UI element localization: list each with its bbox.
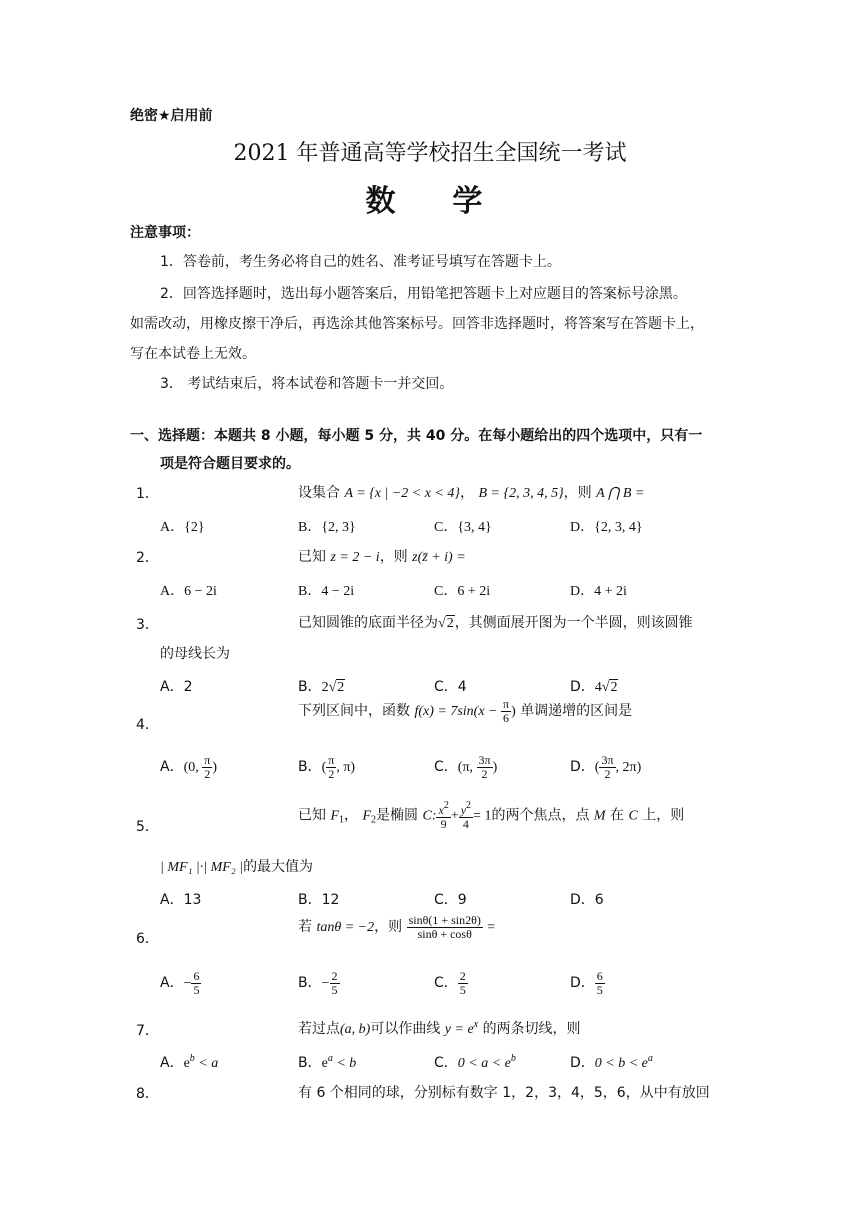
q7-option-d-expr: 0 < b < e: [594, 1056, 648, 1071]
q3-option-c: C．4: [434, 679, 467, 695]
q3-radical: 2: [446, 616, 454, 631]
q3-option-a: A．2: [160, 679, 193, 695]
q7-option-b-rest: < b: [332, 1056, 357, 1071]
q5-option-a: A．13: [160, 892, 202, 908]
q7-option-a-e: e: [183, 1056, 190, 1071]
q5-text-e: 上，则: [642, 807, 685, 824]
q1-stem: [298, 482, 644, 502]
q5-four: 4: [462, 816, 469, 831]
note-item-2-cont: 如需改动，用橡皮擦干净后，再选涂其他答案标号。回答非选择题时，将答案写在答题卡上，: [130, 316, 704, 332]
q5-m: M: [593, 808, 606, 824]
q7-option-a-exp: b: [189, 1053, 195, 1064]
q5-text-b: 是椭圆: [376, 807, 419, 824]
q4-option-d-post: , 2π): [615, 760, 642, 776]
q5-c: C:: [422, 808, 437, 824]
notes-heading: 注意事项：: [130, 225, 200, 241]
q2-option-d: D．4 + 2i: [570, 584, 627, 599]
q7-option-d-exp: a: [647, 1053, 653, 1064]
q6-option-b-neg: −: [321, 976, 330, 992]
q5-c2: C: [628, 808, 638, 824]
section-heading: 一、选择题：本题共 8 小题，每小题 5 分，共 40 分。在每小题给出的四个选项中，只有一: [130, 428, 703, 444]
q6-denominator: sinθ + cosθ: [417, 926, 472, 941]
q5-f2: F: [362, 808, 372, 824]
q6-cond: tanθ = −2: [316, 920, 375, 936]
q6-option-b-label: B．: [298, 975, 322, 992]
q4-option-c-pre: (π,: [457, 760, 477, 776]
q7-option-c-expr: 0 < a < e: [457, 1056, 511, 1071]
q4-option-a-post: ): [212, 760, 217, 776]
q5-x-sq: 2: [443, 800, 449, 811]
q5-f1: F: [330, 808, 340, 824]
q2-option-b: B．4 − 2i: [298, 584, 355, 599]
q3-text-b: ，其侧面展开图为一个半圆，则该圆锥: [454, 615, 693, 631]
note-item-1: 1．答卷前，考生务必将自己的姓名、准考证号填写在答题卡上。: [160, 254, 561, 270]
q7-option-d: [570, 1052, 653, 1072]
q6-option-d-den: 5: [596, 982, 603, 997]
q3-option-d: D．4√2: [570, 679, 618, 695]
exam-title: 2021 年普通高等学校招生全国统一考试: [233, 141, 627, 166]
q6-option-a: [160, 970, 201, 996]
q4-func-close: ): [511, 704, 516, 720]
q4-number: 4．: [136, 717, 159, 733]
q7-option-c: [434, 1052, 516, 1072]
q2-cond: z = 2 − i: [330, 550, 380, 565]
q4-text: 下列区间中，函数: [298, 703, 410, 720]
q5-text: 已知: [298, 807, 326, 824]
q4-option-b-num: π: [328, 753, 335, 767]
q7-text: 若过点: [298, 1021, 340, 1037]
q4-option-b-label: B．: [298, 759, 322, 776]
q3-stem: 已知圆锥的底面半径为√2，其侧面展开图为一个半圆，则该圆锥: [298, 615, 693, 631]
q4-option-c-den: 2: [481, 766, 488, 781]
q6-stem: [298, 914, 495, 940]
q2-option-a: A．6 − 2i: [160, 584, 217, 599]
q1-text: 设集合: [298, 485, 340, 501]
q2-stem: [298, 546, 466, 566]
q1-option-c: C．{3, 4}: [434, 520, 492, 535]
q5-plus: +: [450, 808, 459, 824]
q2-option-c: C．6 + 2i: [434, 584, 491, 599]
q4-option-d: [570, 754, 641, 780]
q1-set-a: A = {x | −2 < x < 4}: [344, 486, 461, 501]
q6-option-d: [570, 970, 605, 996]
q5-y-sq: 2: [466, 800, 472, 811]
q3-text: 已知圆锥的底面半径为: [298, 615, 438, 631]
q7-curve: y = e: [444, 1022, 474, 1037]
q5-eq: = 1: [473, 808, 492, 824]
q4-six: 6: [503, 710, 510, 725]
secret-label: 绝密★启用前: [130, 108, 213, 124]
q1-option-d: D．{2, 3, 4}: [570, 520, 643, 535]
q4-option-a-num: π: [204, 753, 211, 767]
q5-comma: ，: [344, 807, 359, 824]
q7-number: 7．: [136, 1023, 159, 1039]
q2-text: 已知: [298, 549, 326, 565]
q4-option-b-den: 2: [328, 766, 335, 781]
q5-product: | MF₁ |·| MF₂ |: [160, 860, 244, 875]
q4-option-c-num: 3π: [478, 753, 491, 767]
q6-option-a-den: 5: [193, 982, 200, 997]
q4-pi: π: [503, 697, 510, 711]
q7-option-c-label: C．: [434, 1055, 458, 1071]
q4-option-d-den: 2: [604, 766, 611, 781]
section-heading-cont: 项是符合题目要求的。: [160, 456, 300, 472]
q6-numerator: sinθ(1 + sin2θ): [408, 913, 481, 927]
q5-nine: 9: [440, 816, 447, 831]
q2-expr: z(z̄ + i) =: [412, 550, 466, 565]
q7-option-a-label: A．: [160, 1055, 184, 1071]
q6-option-c-num: 2: [459, 969, 466, 983]
q5-stem-cont: [160, 856, 313, 876]
q5-number: 5．: [136, 819, 159, 835]
q4-text-b: 单调递增的区间是: [520, 703, 633, 720]
q6-option-c: [434, 970, 468, 996]
q5-tail: 的最大值为: [243, 859, 314, 875]
q6-option-c-label: C．: [434, 975, 458, 992]
q6-option-d-label: D．: [570, 975, 595, 992]
q5-y: y: [460, 803, 467, 817]
q3-number: 3．: [136, 617, 159, 633]
q7-option-a: [160, 1052, 218, 1072]
q4-option-b-pre: (: [321, 760, 327, 776]
q4-stem: [298, 698, 632, 724]
q7-option-b-e: e: [321, 1056, 328, 1071]
q7-text-c: 的两条切线，则: [482, 1021, 581, 1037]
q5-text-d: 在: [610, 807, 625, 824]
q6-option-c-den: 5: [459, 982, 466, 997]
q6-option-b-num: 2: [331, 969, 338, 983]
q5-f1-sub: 1: [339, 814, 345, 826]
q6-option-a-num: 6: [193, 969, 200, 983]
q4-option-a-label: A．: [160, 759, 184, 776]
q3-option-b-coef: 2: [321, 680, 329, 695]
q3-option-b-rad: 2: [337, 680, 345, 695]
q1-expr: A ⋂ B =: [596, 486, 645, 501]
q4-option-d-num: 3π: [601, 753, 614, 767]
q5-x: x: [438, 803, 444, 817]
q4-option-b: [298, 754, 355, 780]
q7-option-b-exp: a: [327, 1053, 333, 1064]
q4-func: f(x) = 7sin(x −: [414, 704, 501, 720]
note-item-2: 2．回答选择题时，选出每小题答案后，用铅笔把答题卡上对应题目的答案标号涂黑。: [160, 286, 687, 302]
q4-option-a-pre: (0,: [183, 760, 203, 776]
q6-option-a-label: A．: [160, 975, 184, 992]
q3-option-b: B．2√2: [298, 679, 345, 695]
q3-option-d-label: D．: [570, 679, 595, 695]
q1-set-b: B = {2, 3, 4, 5}: [478, 486, 564, 501]
q7-option-d-label: D．: [570, 1055, 595, 1071]
q2-number: 2．: [136, 550, 159, 566]
q3-option-b-label: B．: [298, 679, 322, 695]
q8-number: 8．: [136, 1086, 159, 1102]
q4-option-a-den: 2: [204, 766, 211, 781]
q1-number: 1．: [136, 486, 159, 502]
q6-eq: =: [487, 920, 496, 936]
q7-option-c-exp: b: [510, 1053, 516, 1064]
q7-point: (a, b): [340, 1022, 371, 1037]
q5-option-d: D．6: [570, 892, 604, 908]
q6-option-a-neg: −: [183, 976, 192, 992]
q1-sep: ，: [460, 485, 475, 501]
q4-option-c: [434, 754, 497, 780]
q7-curve-exp: x: [473, 1019, 479, 1030]
q7-text-b: 可以作曲线: [370, 1021, 441, 1037]
q1-option-b: B．{2, 3}: [298, 520, 356, 535]
q1-option-a: A．{2}: [160, 520, 205, 535]
subject-title: 数 学: [365, 184, 495, 219]
q4-option-b-post: , π): [336, 760, 356, 776]
q7-option-a-rest: < a: [194, 1056, 219, 1071]
note-item-2-end: 写在本试卷上无效。: [130, 346, 256, 362]
q3-stem-cont: 的母线长为: [160, 646, 230, 662]
note-item-3: 3． 考试结束后，将本试卷和答题卡一并交回。: [160, 376, 454, 392]
q6-option-b-den: 5: [331, 982, 338, 997]
q6-tail: ，则: [374, 919, 403, 936]
q2-tail: ，则: [379, 549, 408, 565]
q3-option-d-coef: 4: [594, 680, 602, 695]
q4-option-d-label: D．: [570, 759, 595, 776]
q3-option-d-rad: 2: [610, 680, 618, 695]
q4-option-a: [160, 754, 217, 780]
q4-option-c-label: C．: [434, 759, 458, 776]
q4-option-c-post: ): [492, 760, 498, 776]
q5-option-c: C．9: [434, 892, 467, 908]
q6-number: 6．: [136, 931, 159, 947]
q8-stem: 有 6 个相同的球，分别标有数字 1，2，3，4，5，6，从中有放回: [298, 1085, 710, 1101]
q7-option-b: [298, 1052, 356, 1072]
q4-option-d-pre: (: [594, 760, 600, 776]
q1-tail: ，则: [563, 485, 592, 501]
q5-f2-sub: 2: [371, 814, 377, 826]
q5-option-b: B．12: [298, 892, 340, 908]
q7-stem: [298, 1018, 581, 1038]
q6-option-d-num: 6: [596, 969, 603, 983]
q5-stem: [298, 801, 684, 830]
q5-text-c: 的两个焦点，点: [491, 807, 590, 824]
q7-option-b-label: B．: [298, 1055, 322, 1071]
q6-text: 若: [298, 919, 312, 936]
q6-option-b: [298, 970, 340, 996]
